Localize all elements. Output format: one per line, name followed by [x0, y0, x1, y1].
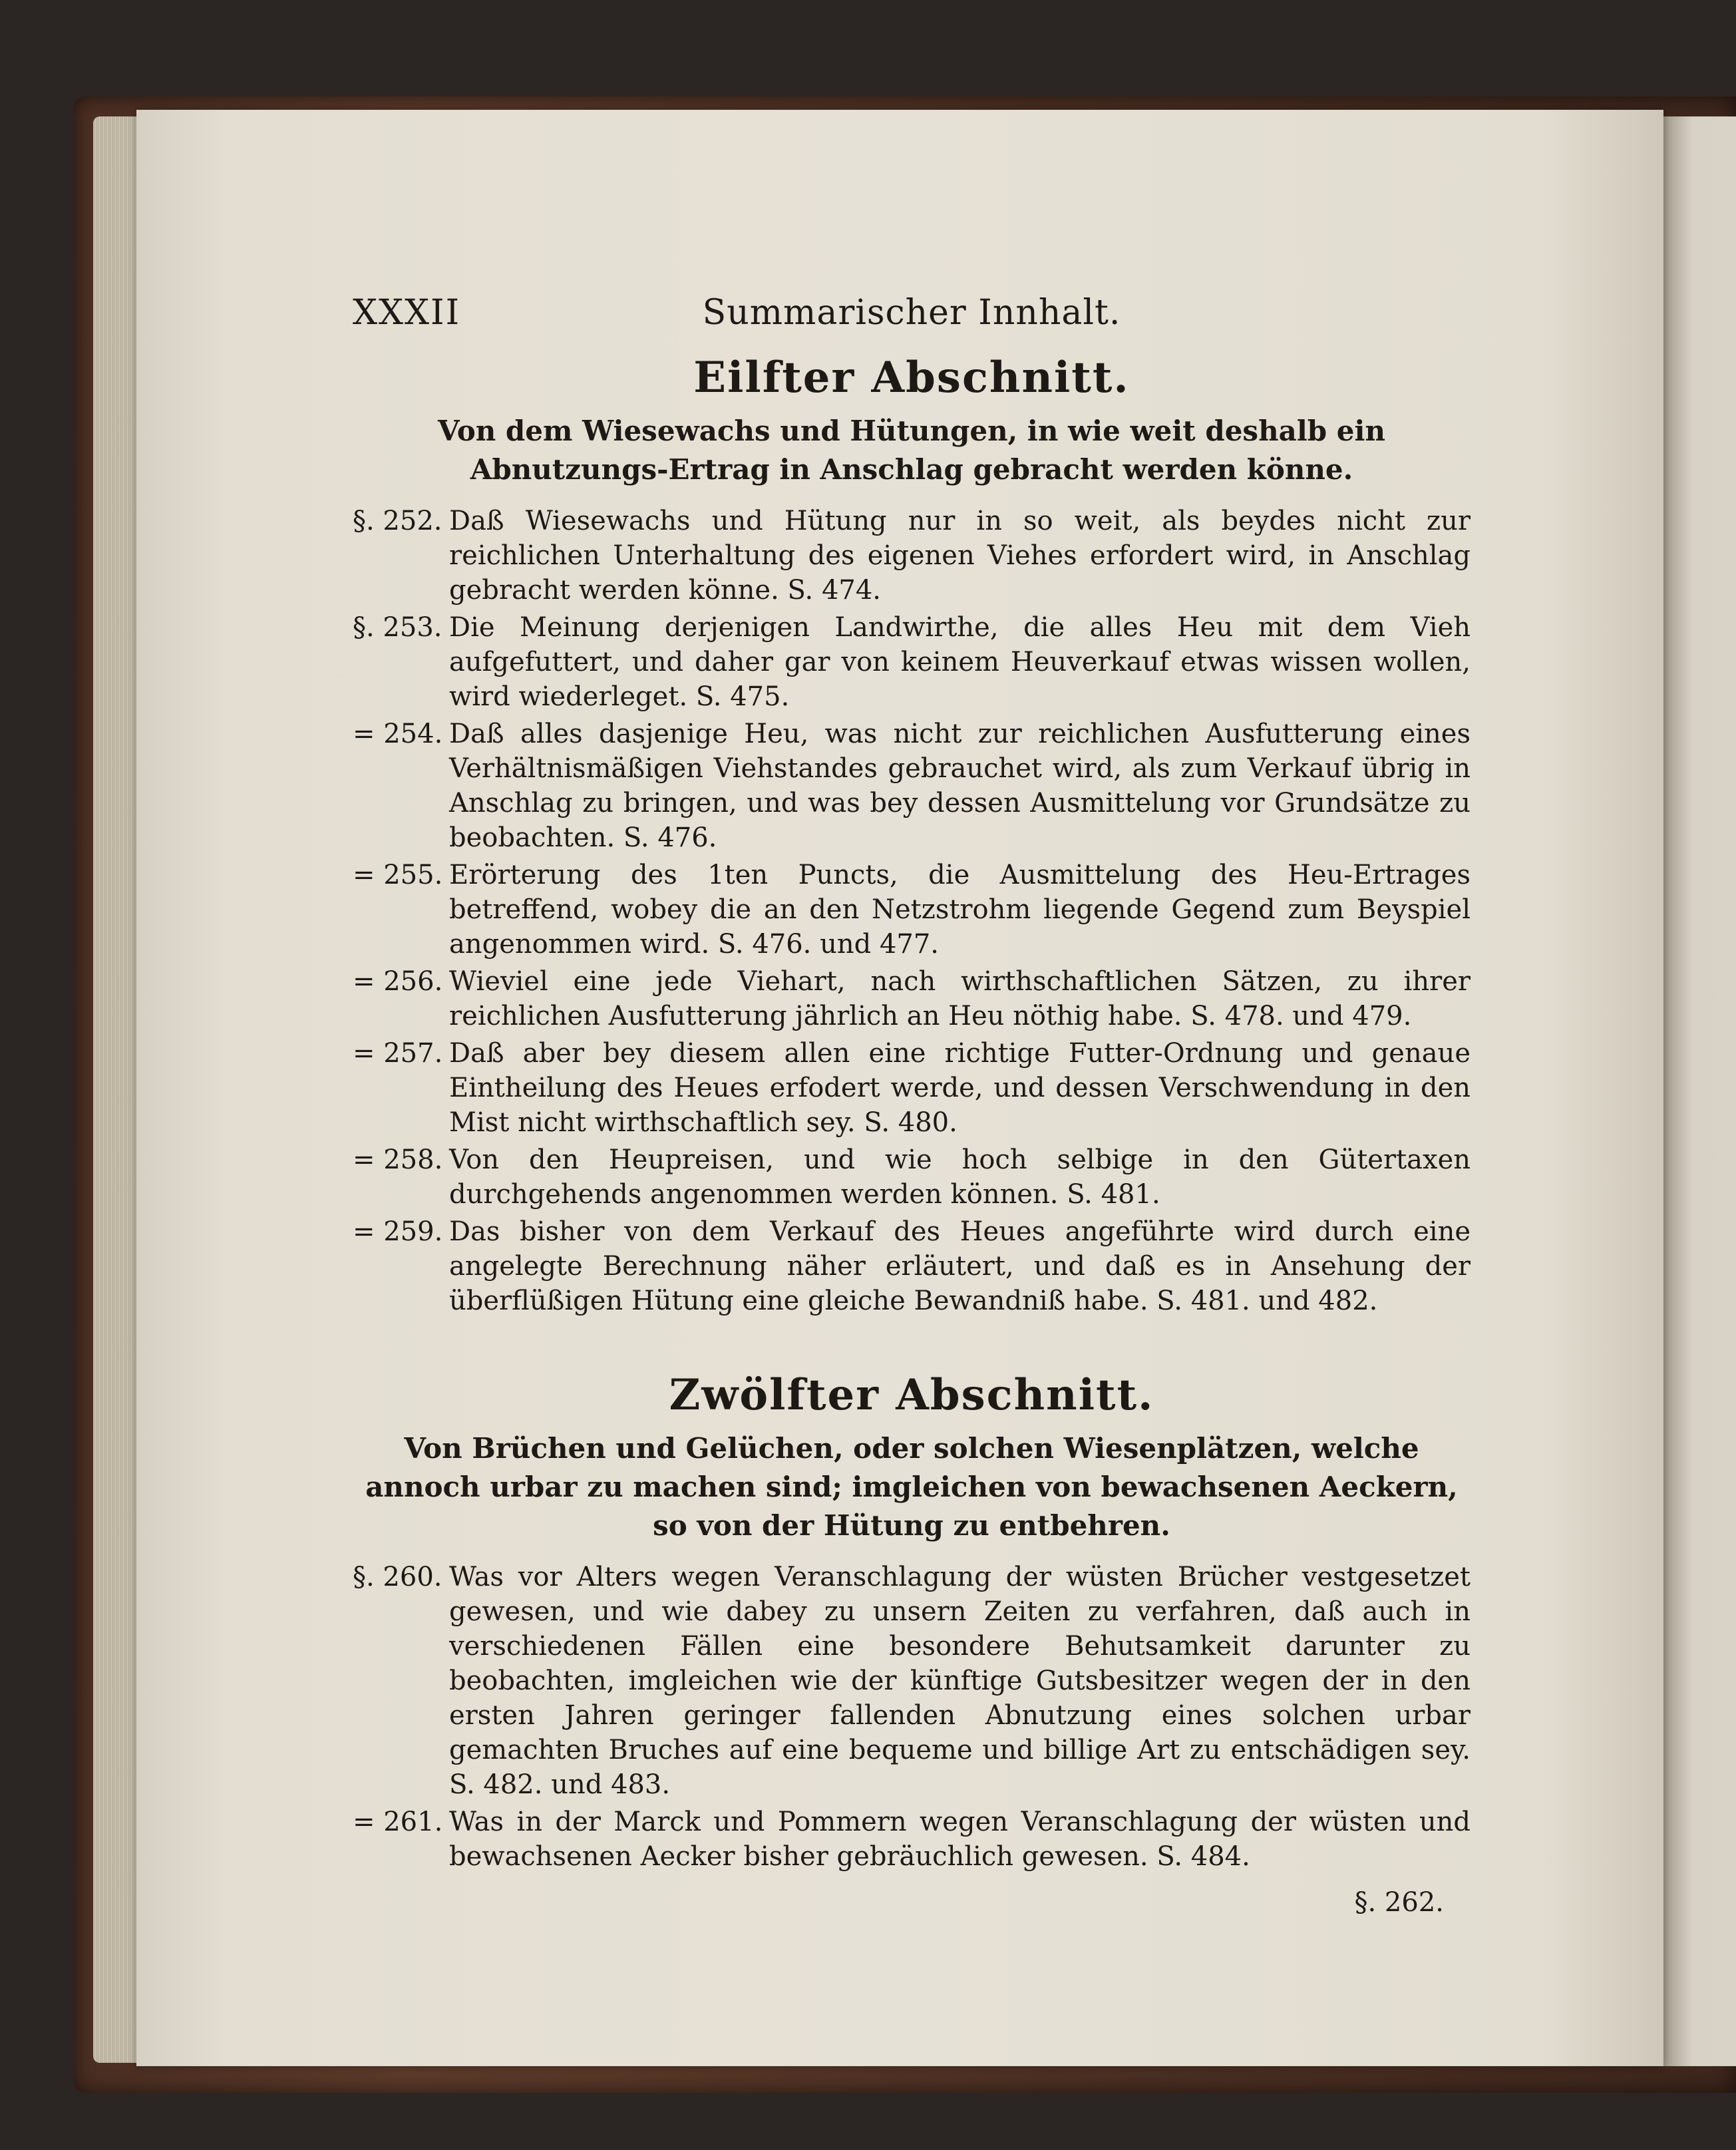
- list-item: [353, 610, 1471, 714]
- section-subtitle: Von dem Wiesewachs und Hütungen, in wie weit deshalb ein Abnutzungs-Ertrag in Anschlag gebracht werden könne.: [438, 415, 1385, 486]
- list-item: [353, 1560, 1471, 1802]
- paragraph-number: = 258.: [353, 1145, 443, 1175]
- paragraph-number: = 259.: [353, 1216, 443, 1247]
- paragraph-number: = 255.: [353, 860, 443, 890]
- paragraph-number: §. 252.: [353, 506, 442, 536]
- entry-text: Von den Heupreisen, und wie hoch selbige in den Gütertaxen durchgehends angenommen werden können. S. 481.: [449, 1145, 1471, 1210]
- paragraph-number: §. 253.: [353, 612, 442, 643]
- paragraph-number: = 254.: [353, 719, 443, 749]
- list-item: [353, 858, 1471, 962]
- section-eleven: [353, 353, 1471, 1318]
- list-item: [353, 717, 1471, 855]
- list-item: [353, 1143, 1471, 1212]
- entry-text: Was in der Marck und Pommern wegen Veranschlagung der wüsten und bewachsenen Aecker bisher gebräuchlich gewesen. S. 484.: [449, 1807, 1471, 1872]
- entry-text: Das bisher von dem Verkauf des Heues angeführte wird durch eine angelegte Berechnung näher erläutert, und daß es in Ansehung der überflüßigen Hütung eine gleiche Bewandniß habe. S. 481. und 482.: [449, 1216, 1471, 1316]
- paragraph-number: = 256.: [353, 966, 443, 997]
- page-number: XXXII: [353, 293, 461, 333]
- list-item: [353, 964, 1471, 1033]
- section-gap: [353, 1321, 1471, 1363]
- section-title: Eilfter Abschnitt.: [693, 353, 1130, 403]
- page-content: [353, 293, 1471, 1918]
- entry-text: Daß aber bey diesem allen eine richtige Futter-Ordnung und genaue Eintheilung des Heues erfodert werde, und dessen Verschwendung in den Mist nicht wirthschaftlich sey. S. 480.: [449, 1038, 1471, 1138]
- page-header: [353, 293, 1471, 346]
- catchword: §. 262.: [1354, 1887, 1444, 1918]
- entry-text: Wieviel eine jede Viehart, nach wirthschaftlichen Sätzen, zu ihrer reichlichen Ausfutterung jährlich an Heu nöthig habe. S. 478. und 479.: [449, 966, 1471, 1031]
- running-title: Summarischer Innhalt.: [702, 293, 1121, 333]
- list-item: [353, 504, 1471, 608]
- entry-text: Was vor Alters wegen Veranschlagung der wüsten Brücher vestgesetzet gewesen, und wie dabey zu unsern Zeiten zu verfahren, daß auch in verschiedenen Fällen eine besondere Behutsamkeit darunter zu beobachten, imgleichen wie der künftige Gutsbesitzer wegen der in den ersten Jahren geringer fallenden Abnutzung eines solchen urbar gemachten Bruches auf eine bequeme und billige Art zu entschädigen sey. S. 482. und 483.: [449, 1562, 1471, 1800]
- paragraph-number: §. 260.: [353, 1562, 442, 1592]
- facing-page-edge: [1663, 116, 1736, 2066]
- section-twelve: [353, 1370, 1471, 1874]
- section-subtitle: Von Brüchen und Gelüchen, oder solchen Wiesenplätzen, welche annoch urbar zu machen sind; imgleichen von bewachsenen Aeckern, so von der Hütung zu entbehren.: [365, 1432, 1458, 1542]
- list-item: [353, 1036, 1471, 1140]
- entry-text: Daß Wiesewachs und Hütung nur in so weit, als beydes nicht zur reichlichen Unterhaltung des eigenen Viehes erfordert wird, in Anschlag gebracht werden könne. S. 474.: [449, 506, 1471, 606]
- entry-text: Erörterung des 1ten Puncts, die Ausmittelung des Heu-Ertrages betreffend, wobey die an den Netzstrohm liegende Gegend zum Beyspiel angenommen wird. S. 476. und 477.: [449, 860, 1471, 960]
- list-item: [353, 1805, 1471, 1874]
- entry-text: Daß alles dasjenige Heu, was nicht zur reichlichen Ausfutterung eines Verhältnismäßigen Viehstandes gebrauchet wird, als zum Verkauf übrig in Anschlag zu bringen, und was bey dessen Ausmittelung vor Grundsätze zu beobachten. S. 476.: [449, 719, 1471, 853]
- list-item: [353, 1214, 1471, 1318]
- paragraph-number: = 257.: [353, 1038, 443, 1069]
- entry-text: Die Meinung derjenigen Landwirthe, die alles Heu mit dem Vieh aufgefuttert, und daher gar von keinem Heuverkauf etwas wissen wollen, wird wiederleget. S. 475.: [449, 612, 1471, 712]
- paragraph-number: = 261.: [353, 1807, 443, 1837]
- section-title: Zwölfter Abschnitt.: [669, 1370, 1154, 1420]
